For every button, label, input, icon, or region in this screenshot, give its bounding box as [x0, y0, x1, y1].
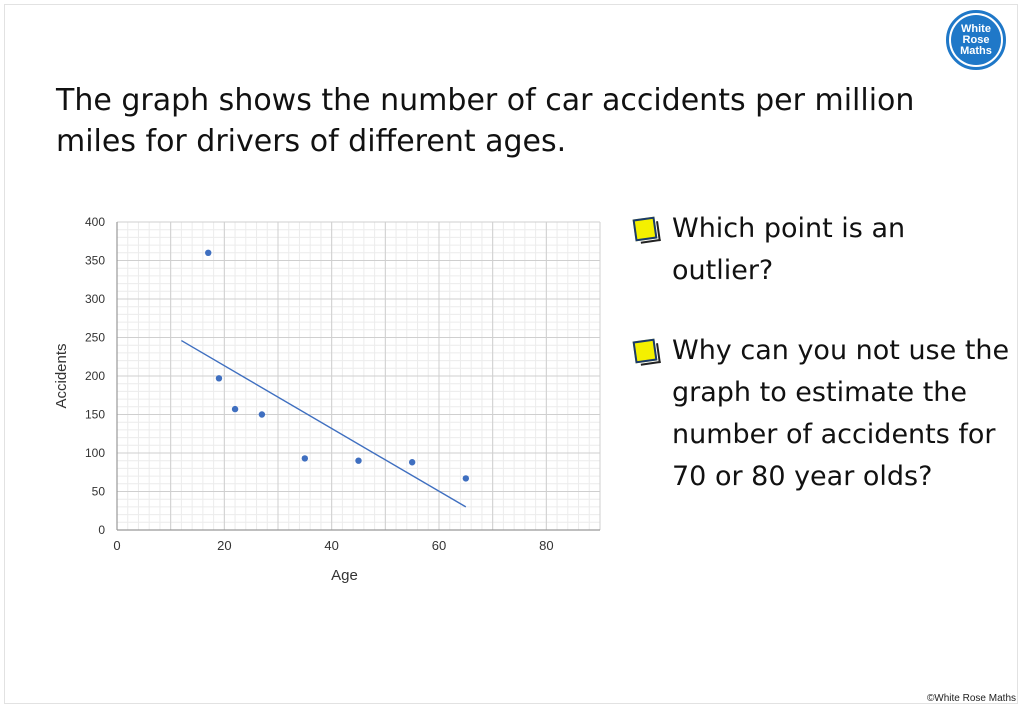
y-tick-label: 0: [98, 523, 105, 537]
y-tick-label: 50: [91, 484, 105, 499]
data-point: [302, 455, 308, 461]
data-point: [355, 458, 361, 464]
data-point: [205, 250, 211, 256]
question-text: Which point is an outlier?: [672, 213, 906, 286]
scatter-chart: [40, 205, 615, 595]
chart-grid: [117, 222, 600, 530]
y-tick-label: 250: [84, 330, 105, 345]
x-tick-label: 60: [431, 538, 447, 553]
data-points: [205, 250, 469, 482]
logo-line-2: Rose: [962, 33, 990, 46]
white-rose-maths-logo: [946, 10, 1006, 70]
chart-svg: [40, 205, 615, 595]
x-tick-label: 0: [113, 538, 121, 553]
question-list: [630, 208, 1010, 536]
question-item: [630, 330, 1010, 498]
y-tick-label: 300: [84, 292, 105, 306]
logo-line-3: Maths: [960, 44, 992, 57]
y-tick-label: 400: [84, 215, 105, 229]
question-item: [630, 208, 1010, 292]
logo-badge: [951, 15, 1001, 65]
question-text: Why can you not use the graph to estimate the number of accidents for 70 or 80 year olds?: [672, 335, 1010, 492]
x-axis-label: Age: [331, 567, 358, 584]
x-tick-label: 80: [539, 538, 554, 553]
checkbox-bullet-icon: [633, 339, 658, 364]
data-point: [409, 459, 415, 465]
y-tick-label: 100: [84, 446, 105, 460]
checkbox-bullet-icon: [633, 217, 658, 242]
x-tick-label: 40: [324, 538, 339, 553]
logo-line-1: White: [961, 22, 991, 35]
y-axis-label: Accidents: [53, 343, 70, 409]
x-tick-label: 20: [217, 538, 232, 553]
data-point: [259, 411, 265, 417]
data-point: [463, 475, 469, 481]
y-tick-label: 200: [84, 369, 105, 383]
y-tick-label: 350: [84, 253, 105, 268]
y-tick-label: 150: [84, 407, 105, 422]
intro-text: The graph shows the number of car accidents per million miles for drivers of different ages.: [56, 83, 915, 159]
data-point: [232, 406, 238, 412]
copyright-text: ©White Rose Maths: [926, 693, 1016, 704]
data-point: [216, 375, 222, 381]
